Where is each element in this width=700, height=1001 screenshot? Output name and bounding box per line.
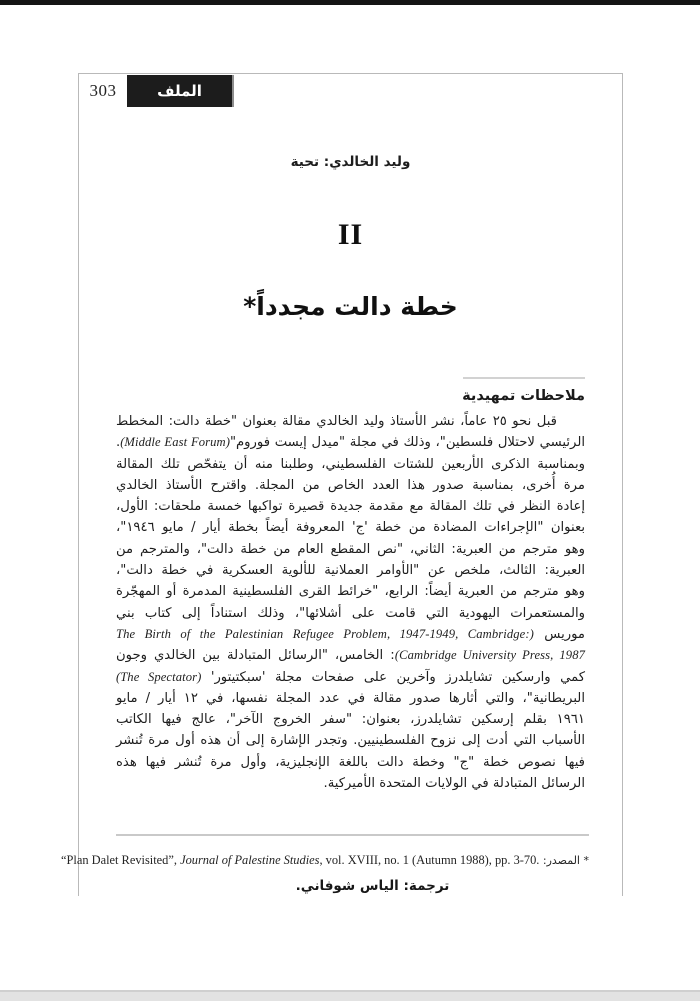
- title-block: [79, 154, 622, 321]
- body-line-text: موريس: [544, 626, 585, 642]
- publisher-citation-latin: (Cambridge University Press, 1987: [394, 648, 585, 663]
- byline: وليد الخالدي: تحية: [290, 154, 411, 170]
- translator-credit: ترجمة: الياس شوفاني.: [295, 878, 450, 894]
- body-line: الرسائل المتبادلة في الولايات المتحدة الأميركية.: [323, 776, 585, 792]
- body-line: [116, 432, 585, 453]
- body-line: العبرية: الثالث، ملخص عن "الأوامر العملانية للألوية العسكرية في خطة دالت"،: [116, 563, 585, 579]
- line-terminator: .: [116, 435, 121, 451]
- part-numeral: II: [337, 218, 364, 251]
- footnote-source-label: المصدر:: [542, 854, 580, 867]
- page-number: 303: [89, 81, 117, 100]
- body-line: مرة أُخرى، بمناسبة صدور هذا العدد الخاص من المجلة. واقترح الأستاذ الخالدي: [116, 477, 585, 493]
- citation-title: “Plan Dalet Revisited”,: [61, 853, 177, 867]
- body-line: وبمناسبة الذكرى الأربعين للشتات الفلسطيني، وطلبنا منه أن يتفحّص تلك المقالة: [116, 456, 585, 472]
- section-heading: ملاحظات تمهيدية: [462, 388, 585, 404]
- running-head: [79, 75, 234, 107]
- footnote-marker: *: [583, 854, 589, 867]
- journal-name-latin: (Middle East Forum): [120, 435, 230, 450]
- footnote-block: [61, 834, 589, 894]
- body-line: بعنوان "الإجراءات المضادة من خطة 'ج' المعروفة أيضاً بخطة أيار / مايو ١٩٤٦"،: [116, 520, 585, 536]
- body-line: وهو مترجم من العبرية أيضاً: الرابع، "خرائط القرى الفلسطينية المدمرة أو المهجّرة: [116, 584, 585, 600]
- citation-rest: , vol. XVIII, no. 1 (Autumn 1988), pp. 3-70.: [319, 853, 540, 867]
- body-line-text: كمي وارسكين تشايلدرز وآخرين على صفحات مجلة 'سبكتيتور': [210, 669, 585, 685]
- scan-top-artifact: [0, 0, 700, 5]
- body-line-text: الرئيسي لاحتلال فلسطين"، وذلك في مجلة "ميدل إيست فوروم": [229, 435, 585, 451]
- section-divider: [463, 377, 585, 379]
- body-line: [116, 667, 585, 688]
- body-line: وهو مترجم من العبرية: الثاني، "نص المقطع العام من خطة دالت"، والمترجم من: [116, 541, 585, 557]
- section-tab-label: الملف: [127, 75, 234, 107]
- scanned-page: [61, 73, 623, 896]
- body-line: البريطانية"، والتي أثارها صدور مقالة في عدد المجلة نفسها، في ١٢ أيار / مايو: [116, 690, 585, 706]
- body-line: قبل نحو ٢٥ عاماً، نشر الأستاذ وليد الخالدي مقالة بعنوان "خطة دالت: المخطط: [116, 414, 557, 429]
- body-line: فيها نصوص خطة "ج" وخطة دالت باللغة الإنجليزية، وأول مرة تُنشر فيها هذه: [116, 754, 585, 770]
- footnote-source: [61, 852, 589, 869]
- fifth-appendix-text: : الخامس، "الرسائل المتبادلة بين الخالدي وجون: [116, 648, 395, 664]
- footnote-divider: [116, 834, 589, 836]
- scan-bottom-artifact: [0, 992, 700, 1001]
- body-line: ١٩٦١ بقلم إرسكين تشايلدرز، بعنوان: "سفر الخروج الآخر"، عالج فيها الكاتب: [116, 712, 585, 728]
- body-line: إعادة النظر في تلك المقالة مع مقدمة جديدة قصيرة تواكبها خمسة ملحقات: الأول،: [116, 499, 585, 515]
- body-line: [116, 624, 585, 645]
- spectator-latin: (The Spectator): [116, 669, 202, 684]
- page-title: خطة دالت مجدداً*: [243, 292, 458, 321]
- section-heading-block: [116, 377, 585, 404]
- article-body: [116, 411, 585, 794]
- book-citation-latin: The Birth of the Palestinian Refugee Problem, 1947-1949, Cambridge:): [116, 626, 534, 641]
- body-line: والمستعمرات اليهودية التي قامت على أشلائها"، وذلك استناداً إلى كتاب بني: [116, 605, 585, 621]
- citation-journal: Journal of Palestine Studies: [180, 853, 320, 867]
- footnote-citation-latin: [61, 853, 539, 867]
- body-line: الأسباب التي أدت إلى نزوح الفلسطينيين. وتجدر الإشارة إلى أن هذه أول مرة تُنشر: [116, 733, 585, 749]
- body-line: [116, 645, 585, 666]
